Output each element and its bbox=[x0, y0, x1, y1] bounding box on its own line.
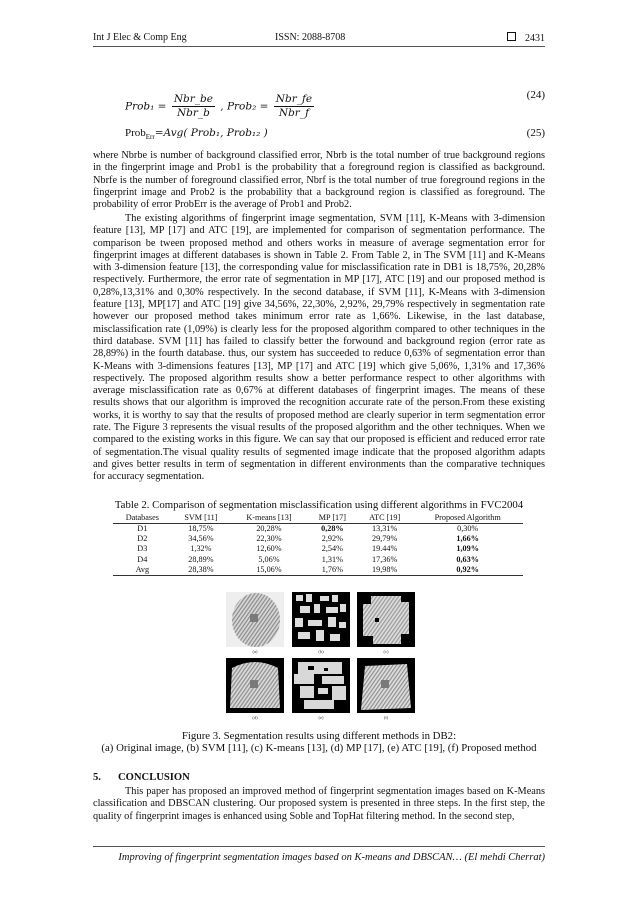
table-cell: 2,54% bbox=[321, 544, 343, 554]
table-cell: 5,06% bbox=[258, 554, 280, 564]
table-cell: 1,31% bbox=[321, 554, 343, 564]
table-row bbox=[113, 534, 523, 544]
figure-panel-svm bbox=[292, 592, 350, 647]
eq24-lhs1: Prob₁ = bbox=[125, 100, 167, 113]
eq24-num2: Nbr_fe bbox=[275, 93, 313, 105]
col-header: ATC [19] bbox=[357, 513, 412, 524]
paragraph-definitions: where Nbrbe is number of background classified error, Nbrb is the total number of true background regions in the fingerprint image and Prob1 is the probability that a foreground region is classified as background. Nbrfe is the number of foreground classified error, Nbrf is the total number of true foreground regions in the fingerprint image and Prob2 is the probability that a background region is classified as foreground. The probability of error ProbErr is the average of Prob1 and Prob2. bbox=[93, 150, 545, 211]
page-number: 2431 bbox=[525, 33, 545, 44]
figure-panel-mp bbox=[226, 658, 284, 713]
table-cell: 29,79% bbox=[372, 534, 398, 544]
table-row bbox=[113, 565, 523, 576]
table-cell: 19.44% bbox=[372, 544, 398, 554]
running-footer: Improving of fingerprint segmentation images based on K-means and DBSCAN… (El mehdi Cherrat) bbox=[118, 852, 545, 863]
col-header: K-means [13] bbox=[230, 513, 308, 524]
panel-label-b: (b) bbox=[318, 649, 324, 654]
table-cell: D3 bbox=[137, 544, 148, 554]
eq24-lhs2: , Prob₂ = bbox=[220, 100, 269, 113]
table-cell: 0,63% bbox=[456, 554, 479, 564]
table-cell: D4 bbox=[137, 554, 148, 564]
table-cell: 13,31% bbox=[372, 524, 398, 533]
eq25-rest: =Avg( Prob₁, Prob₁₂ ) bbox=[154, 127, 268, 139]
table-cell: 20,28% bbox=[256, 524, 282, 533]
table-cell: 0,30% bbox=[457, 524, 479, 533]
table-cell: 0,28% bbox=[321, 524, 344, 533]
eq25-sub: Err bbox=[145, 133, 155, 142]
panel-label-c: (c) bbox=[383, 649, 389, 654]
table-cell: 1,32% bbox=[190, 544, 212, 554]
figure-panel-atc bbox=[292, 658, 350, 713]
table-cell: 12,60% bbox=[256, 544, 282, 554]
section-heading bbox=[93, 772, 190, 783]
table-cell: 15,06% bbox=[230, 565, 308, 576]
eq24-num1: Nbr_be bbox=[173, 93, 213, 105]
section-number: 5. bbox=[93, 772, 101, 783]
table2 bbox=[113, 513, 523, 576]
table-cell: 28,38% bbox=[172, 565, 231, 576]
eq24-den1: Nbr_b bbox=[176, 107, 210, 119]
fingerprint-image-a bbox=[226, 592, 284, 647]
journal-name: Int J Elec & Comp Eng bbox=[93, 32, 187, 43]
figure-3 bbox=[226, 592, 414, 722]
table-cell: 1,09% bbox=[456, 544, 479, 554]
table-row bbox=[113, 544, 523, 554]
table-cell: 34,56% bbox=[188, 534, 214, 544]
eq24-number: (24) bbox=[526, 89, 545, 101]
table-cell: 28,89% bbox=[188, 554, 214, 564]
panel-label-e: (e) bbox=[318, 715, 324, 720]
table-row bbox=[113, 524, 523, 535]
segmentation-image-e bbox=[292, 658, 350, 713]
segmentation-image-c bbox=[357, 592, 415, 647]
table-cell: D2 bbox=[137, 534, 148, 544]
table-cell: 17,36% bbox=[372, 554, 398, 564]
table-cell: 0,92% bbox=[412, 565, 523, 576]
equation-25 bbox=[93, 127, 545, 141]
col-header: SVM [11] bbox=[172, 513, 231, 524]
figure-panel-original bbox=[226, 592, 284, 647]
table-cell: Avg bbox=[113, 565, 172, 576]
eq25-prob: Prob bbox=[125, 127, 146, 139]
eq24-fraction-2 bbox=[274, 93, 314, 120]
figure-panel-kmeans bbox=[357, 592, 415, 647]
header-rule bbox=[93, 46, 545, 47]
table-row bbox=[113, 555, 523, 565]
table2-caption: Table 2. Comparison of segmentation misclassification using different algorithms in FVC2004 bbox=[114, 499, 524, 511]
panel-label-a: (a) bbox=[252, 649, 258, 654]
segmentation-image-f bbox=[357, 658, 415, 713]
table-cell: 1,66% bbox=[456, 534, 479, 544]
eq24-den2: Nbr_f bbox=[278, 107, 309, 119]
eq25-number: (25) bbox=[526, 127, 545, 139]
table-cell: 18,75% bbox=[188, 524, 214, 533]
footer-rule bbox=[93, 846, 545, 847]
table-header-row bbox=[113, 513, 523, 524]
panel-label-f: (f) bbox=[383, 715, 389, 720]
panel-label-d: (d) bbox=[252, 715, 258, 720]
figure-panel-proposed bbox=[357, 658, 415, 713]
table-cell: 19,98% bbox=[357, 565, 412, 576]
table-cell: 2,92% bbox=[321, 534, 343, 544]
page-number-group bbox=[507, 32, 545, 44]
eq24-fraction-1 bbox=[172, 93, 215, 120]
checkbox-square-icon bbox=[507, 32, 516, 41]
table-cell: 22,30% bbox=[256, 534, 282, 544]
paragraph-conclusion: This paper has proposed an improved method of fingerprint segmentation images based on K-Means classification and DBSCAN clustering. Our proposed system is presented in three steps. In the first step, the quality of fingerprint images is enhanced using Soble and TopHat filtering method. In the second step, bbox=[93, 786, 545, 822]
segmentation-image-d bbox=[226, 658, 284, 713]
col-header: Databases bbox=[113, 513, 172, 524]
running-header bbox=[93, 32, 545, 46]
col-header: Proposed Algorithm bbox=[412, 513, 523, 524]
figure3-caption-line2: (a) Original image, (b) SVM [11], (c) K-means [13], (d) MP [17], (e) ATC [19], (f) Proposed method bbox=[101, 742, 537, 754]
paragraph-comparison: The existing algorithms of fingerprint image segmentation, SVM [11], K-Means with 3-dimension feature [13], MP [17] and ATC [19], are implemented for comparison of segmentation performance. The comparison be tween proposed method and others works in measure of average segmentation error for fingerprint images at different databases is shown in Table 2. From Table 2, in The SVM [11] and K-Means with 3-dimension feature [13], the corresponding value for misclassification rate in DB1 is 18,75%, 20,28% respectively. Furthermore, the error rate of segmentation in MP [17], ATC [19] and our proposed method is 0,28%,13,31% and 0,30% respectively. In the second database, if SVM [11], K-Means with 3-dimension feature [13], MP[17] and ATC [19] give 34,56%, 22,30%, 2,92%, 29,79% respectively in segmentation rate however our proposed method takes minimum error rate as 1,66%. Likewise, in the last database, misclassification rate (1,09%) is clearly less for the proposed algorithm compared to other techniques in the third database. SVM [11] has failed to classify better the forwound and background region (error rate as 28,89%) in the fourth database. thus, our system has succeeded to reduce 0,63% of segmentation error than K-Means with 3-dimensions features [13], MP [17] and ATC [19] which give 5,06%, 1,31% and 17,36% respectively. The proposed algorithm results show a better performance respect to other algorithms with average misclassification rate as 0,67% at different databases of fingerprint images. The means of these results shows that our algorithm is improved the recognition accurate rate of the person.From these existing works, it is worthy to say that the results of proposed method are clearly superior in term segmentation error rate. The Figure 3 represents the visual results of the proposed algorithm and the other techniques. When we compared to the existing works in this figure. We can say that our proposed is efficient and reduced error rate of segmentation.The visual quality results of segmented image indicate that the proposed algorithm adapts and gives better results in term of segmentation in different environments than the comparative techniques for accuracy segmentation. bbox=[93, 213, 545, 483]
issn: ISSN: 2088-8708 bbox=[275, 32, 346, 43]
figure3-caption-line1: Figure 3. Segmentation results using different methods in DB2: bbox=[181, 730, 457, 742]
segmentation-image-b bbox=[292, 592, 350, 647]
table-cell: D1 bbox=[137, 524, 148, 533]
col-header: MP [17] bbox=[308, 513, 357, 524]
section-title: CONCLUSION bbox=[118, 772, 190, 783]
equation-24 bbox=[93, 85, 545, 119]
table-cell: 1,76% bbox=[308, 565, 357, 576]
